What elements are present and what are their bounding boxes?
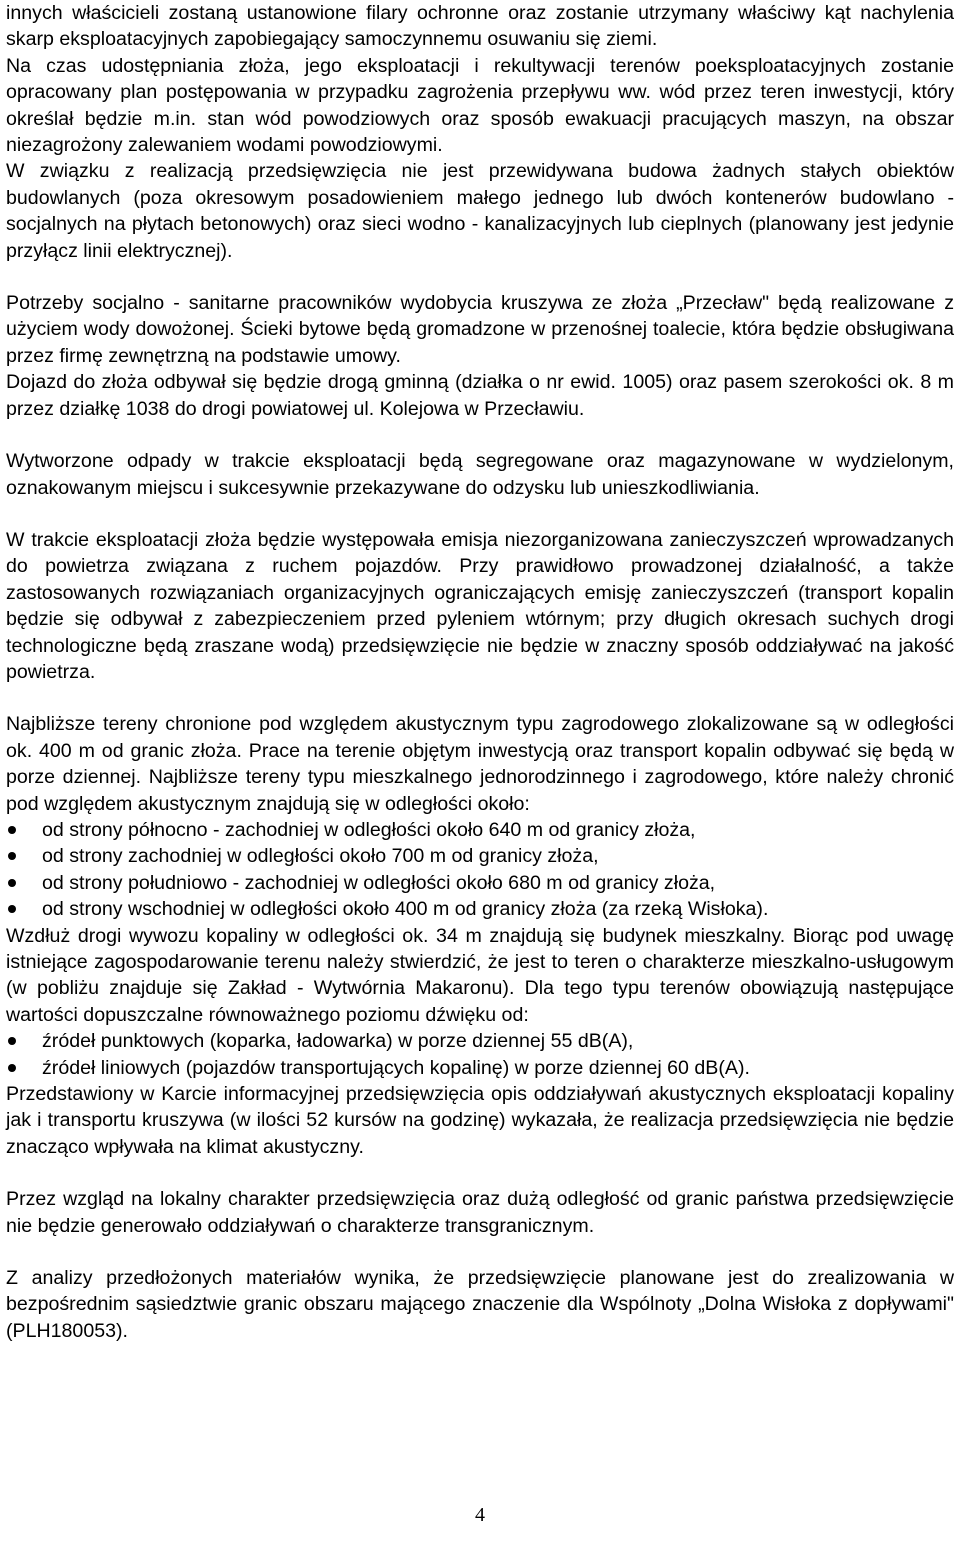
list-item	[6, 896, 954, 922]
list-item-text: źródeł punktowych (koparka, ładowarka) w porze dziennej 55 dB(A),	[42, 1030, 634, 1053]
noise-limits-list	[6, 1028, 954, 1081]
list-item-text: od strony północno - zachodniej w odległości około 640 m od granicy złoża,	[42, 818, 696, 841]
list-item-text: od strony południowo - zachodniej w odległości około 680 m od granicy złoża,	[42, 871, 716, 894]
list-item-text: od strony zachodniej w odległości około 700 m od granicy złoża,	[42, 845, 599, 868]
bullet-icon	[8, 1064, 16, 1072]
paragraph-transboundary: Przez wzgląd na lokalny charakter przedsięwzięcia oraz dużą odległość od granic państwa przedsięwzięcie nie będzie generowało oddziaływań o charakterze transgranicznym.	[6, 1188, 954, 1237]
paragraph-flood-plan: Na czas udostępniania złoża, jego eksploatacji i rekultywacji terenów poeksploatacyjnych zostanie opracowany plan postępowania w przypadku zagrożenia przepływu ww. wód przez teren inwestycji, który określał będzie m.in. stan wód powodziowych oraz sposób ewakuacji pracujących maszyn, na obszar niezagrożony zalewaniem wodami powodziowymi.	[6, 54, 954, 157]
bullet-icon	[8, 852, 16, 860]
bullet-icon	[8, 826, 16, 834]
list-item	[6, 843, 954, 869]
paragraph-sanitary: Potrzeby socjalno - sanitarne pracowników wydobycia kruszywa ze złoża „Przecław" będą realizowane z użyciem wody dowożonej. Ścieki bytowe będą gromadzone w przenośnej toalecie, która będzie obsługiwana przez firmę zewnętrzną na podstawie umowy.	[6, 292, 954, 367]
paragraph-waste: Wytworzone odpady w trakcie eksploatacji będą segregowane oraz magazynowane w wydzielonym, oznakowanym miejscu i sukcesywnie przekazywane do odzysku lub unieszkodliwiania.	[6, 450, 954, 499]
paragraph-access-road: Dojazd do złoża odbywał się będzie drogą gminną (działka o nr ewid. 1005) oraz pasem szerokości ok. 8 m przez działkę 1038 do drogi powiatowej ul. Kolejowa w Przecławiu.	[6, 371, 954, 420]
list-item-text: od strony wschodniej w odległości około 400 m od granicy złoża (za rzeką Wisłoka).	[42, 898, 769, 921]
bullet-icon	[8, 905, 16, 913]
paragraph-protected-areas: Najbliższe tereny chronione pod względem akustycznym typu zagrodowego zlokalizowane są w odległości ok. 400 m od granic złoża. Prace na terenie objętym inwestycją oraz transport kopalin odbywać się będą w porze dziennej. Najbliższe tereny typu mieszkalnego jednorodzinnego i zagrodowego, które należy chronić pod względem akustycznym znajdują się w odległości około:	[6, 713, 954, 815]
paragraph-road-buildings: Wzdłuż drogi wywozu kopaliny w odległości ok. 34 m znajdują się budynek mieszkalny. Biorąc pod uwagę istniejące zagospodarowanie terenu należy stwierdzić, że jest to teren o charakterze mieszkalno-usługowym (w pobliżu znajduje się Zakład - Wytwórnia Makaronu). Dla tego typu terenów obowiązują następujące wartości dopuszczalne równoważnego poziomu dźwięku od:	[6, 924, 954, 1026]
list-item	[6, 1028, 954, 1054]
paragraph-air-emission: W trakcie eksploatacji złoża będzie występowała emisja niezorganizowana zanieczyszczeń wprowadzanych do powietrza związana z ruchem pojazdów. Przy prawidłowo prowadzonej działalność, a także zastosowanych rozwiązaniach organizacyjnych ograniczających emisję zanieczyszczeń (transport kopalin będzie się odbywał z zabezpieczeniem przed pyleniem wtórnym; przy długich okresach suchych drogi technologiczne będą zraszane wodą) przedsięwzięcie nie będzie w znaczny sposób oddziaływać na jakość powietrza.	[6, 528, 954, 683]
paragraph-buildings: W związku z realizacją przedsięwzięcia nie jest przewidywana budowa żadnych stałych obiektów budowlanych (poza okresowym posadowieniem małego jednego lub dwóch kontenerów budowlano - socjalnych na płytach betonowych) oraz sieci wodno - kanalizacyjnych lub cieplnych (planowany jest jedynie przyłącz linii elektrycznej).	[6, 160, 954, 262]
document-page	[6, 0, 954, 1344]
paragraph-acoustic-summary: Przedstawiony w Karcie informacyjnej przedsięwzięcia opis oddziaływań akustycznych eksploatacji kopaliny jak i transportu kruszywa (w ilości 52 kursów na godzinę) wykazała, że realizacja przedsięwzięcia nie będzie znacząco wpływała na klimat akustyczny.	[6, 1083, 954, 1158]
bullet-icon	[8, 879, 16, 887]
page-number: 4	[475, 1504, 485, 1526]
list-item-text: źródeł liniowych (pojazdów transportujących kopalinę) w porze dziennej 60 dB(A).	[42, 1056, 750, 1079]
distance-list	[6, 817, 954, 923]
list-item	[6, 870, 954, 896]
paragraph-natura2000: Z analizy przedłożonych materiałów wynika, że przedsięwzięcie planowane jest do zrealizowania w bezpośrednim sąsiedztwie granic obszaru mającego znaczenie dla Wspólnoty „Dolna Wisłoka z dopływami" (PLH180053).	[6, 1267, 954, 1342]
list-item	[6, 817, 954, 843]
list-item	[6, 1055, 954, 1081]
paragraph-slopes: innych właścicieli zostaną ustanowione filary ochronne oraz zostanie utrzymany właściwy kąt nachylenia skarp eksploatacyjnych zapobiegający samoczynnemu osuwaniu się ziemi.	[6, 2, 954, 51]
bullet-icon	[8, 1037, 16, 1045]
